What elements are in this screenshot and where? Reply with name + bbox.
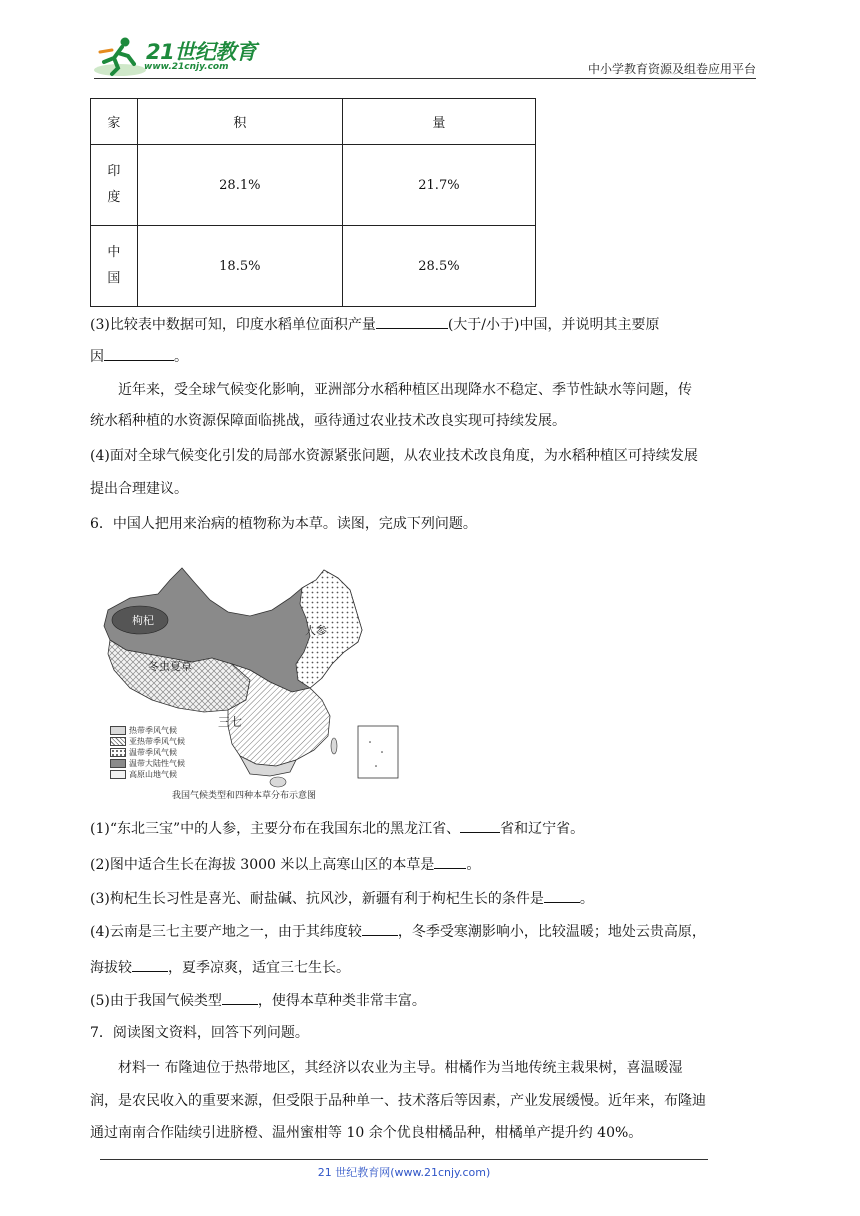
site-logo bbox=[94, 34, 264, 78]
legend-item bbox=[110, 758, 185, 769]
q7-material-line2: 润，是农民收入的重要来源，但受限于品种单一、技术落后等因素，产业发展缓慢。近年来，布隆迪 bbox=[90, 1093, 706, 1109]
table-header-cell: 积 bbox=[137, 99, 342, 145]
answer-blank[interactable] bbox=[460, 817, 500, 833]
area-cell: 28.1% bbox=[137, 145, 342, 226]
q6-4-line1 bbox=[90, 920, 706, 942]
table-header-cell: 家 bbox=[91, 99, 138, 145]
legend-item bbox=[110, 736, 185, 747]
map-label-sanqi: 三七 bbox=[218, 715, 243, 729]
yield-cell: 21.7% bbox=[342, 145, 535, 226]
map-label-dongchong: 冬虫夏草 bbox=[148, 660, 192, 673]
text: (3)枸杞生长习性是喜光、耐盐碱、抗风沙，新疆有利于枸杞生长的条件是 bbox=[90, 891, 544, 907]
country-cell bbox=[91, 226, 138, 307]
country-char: 中 bbox=[107, 245, 121, 260]
text: ，夏季凉爽，适宜三七生长。 bbox=[168, 960, 350, 976]
text: (大于/小于)中国，并说明其主要原 bbox=[447, 317, 660, 333]
text: (2)图中适合生长在海拔 3000 米以上高寒山区的本草是 bbox=[90, 857, 435, 873]
answer-blank[interactable] bbox=[104, 345, 174, 361]
text: 。 bbox=[579, 891, 594, 907]
country-char: 印 bbox=[107, 164, 121, 179]
q6-5 bbox=[90, 989, 426, 1011]
country-cell bbox=[91, 145, 138, 226]
yield-cell: 28.5% bbox=[342, 226, 535, 307]
answer-blank[interactable] bbox=[132, 956, 168, 972]
text: (3)比较表中数据可知，印度水稻单位面积产量 bbox=[90, 317, 376, 333]
q7-material-line1: 材料一 布隆迪位于热带地区，其经济以农业为主导。柑橘作为当地传统主栽果树，喜温暖湿 bbox=[118, 1060, 683, 1076]
area-cell: 18.5% bbox=[137, 226, 342, 307]
platform-name: 中小学教育资源及组卷应用平台 bbox=[587, 62, 756, 76]
china-climate-map bbox=[100, 560, 405, 805]
text: ，冬季受寒潮影响小，比较温暖；地处云贵高原， bbox=[397, 924, 706, 940]
swatch bbox=[110, 726, 126, 735]
text: (4)云南是三七主要产地之一，由于其纬度较 bbox=[90, 924, 362, 940]
legend-label: 温带大陆性气候 bbox=[129, 759, 185, 768]
q6-intro: 6．中国人把用来治病的植物称为本草。读图，完成下列问题。 bbox=[90, 516, 477, 532]
q7-intro: 7．阅读图文资料，回答下列问题。 bbox=[90, 1025, 309, 1041]
header-divider bbox=[94, 78, 756, 79]
map-legend bbox=[110, 725, 185, 780]
q7-material-line3: 通过南南合作陆续引进脐橙、温州蜜柑等 10 余个优良柑橘品种，柑橘单产提升约 40%。 bbox=[90, 1125, 643, 1141]
text: 因 bbox=[90, 349, 104, 365]
q5-material-line2: 统水稻种植的水资源保障面临挑战，亟待通过农业技术改良实现可持续发展。 bbox=[90, 413, 566, 429]
text: (5)由于我国气候类型 bbox=[90, 993, 222, 1009]
text: 海拔较 bbox=[90, 960, 132, 976]
text: ，使得本草种类非常丰富。 bbox=[257, 993, 426, 1009]
swatch bbox=[110, 748, 126, 757]
text: 。 bbox=[174, 349, 188, 365]
text: (1)“东北三宝”中的人参，主要分布在我国东北的黑龙江省、 bbox=[90, 821, 461, 837]
q6-3 bbox=[90, 887, 594, 909]
page-header bbox=[94, 34, 756, 80]
legend-label: 温带季风气候 bbox=[129, 748, 177, 757]
q5-3-line2 bbox=[90, 345, 188, 367]
q5-4-line1: (4)面对全球气候变化引发的局部水资源紧张问题，从农业技术改良角度，为水稻种植区可持续发展 bbox=[90, 448, 698, 464]
rice-data-table bbox=[90, 98, 536, 307]
table-header-cell: 量 bbox=[342, 99, 535, 145]
legend-label: 亚热带季风气候 bbox=[129, 737, 185, 746]
legend-item bbox=[110, 747, 185, 758]
answer-blank[interactable] bbox=[222, 989, 258, 1005]
legend-item bbox=[110, 769, 185, 780]
answer-blank[interactable] bbox=[544, 887, 580, 903]
country-char: 国 bbox=[107, 271, 121, 286]
footer-link[interactable]: 21 世纪教育网(www.21cnjy.com) bbox=[317, 1166, 491, 1179]
table-header-row bbox=[91, 99, 536, 145]
legend-label: 热带季风气候 bbox=[129, 726, 177, 735]
text: 。 bbox=[466, 857, 481, 873]
map-label-gouqi: 枸杞 bbox=[132, 614, 154, 627]
q5-4-line2: 提出合理建议。 bbox=[90, 481, 188, 497]
swatch bbox=[110, 770, 126, 779]
country-char: 度 bbox=[107, 190, 121, 205]
answer-blank[interactable] bbox=[434, 853, 466, 869]
swatch bbox=[110, 737, 126, 746]
answer-blank[interactable] bbox=[362, 920, 398, 936]
logo-url: www.21cnjy.com bbox=[144, 62, 229, 72]
q6-1 bbox=[90, 817, 584, 839]
map-caption: 我国气候类型和四种本草分布示意图 bbox=[172, 791, 317, 801]
q5-3-line1 bbox=[90, 313, 659, 335]
text: 省和辽宁省。 bbox=[500, 821, 585, 837]
map-label-renshen: 人参 bbox=[305, 624, 327, 637]
legend-item bbox=[110, 725, 185, 736]
table-row bbox=[91, 226, 536, 307]
footer-divider bbox=[100, 1159, 708, 1160]
q6-2 bbox=[90, 853, 480, 875]
table-row bbox=[91, 145, 536, 226]
swatch bbox=[110, 759, 126, 768]
q6-4-line2 bbox=[90, 956, 350, 978]
answer-blank[interactable] bbox=[376, 313, 448, 329]
runner-logo-icon bbox=[94, 34, 148, 78]
logo-text: 21世纪教育 bbox=[146, 40, 257, 64]
q5-material-line1: 近年来，受全球气候变化影响，亚洲部分水稻种植区出现降水不稳定、季节性缺水等问题，传 bbox=[118, 382, 692, 398]
legend-label: 高原山地气候 bbox=[129, 770, 177, 779]
